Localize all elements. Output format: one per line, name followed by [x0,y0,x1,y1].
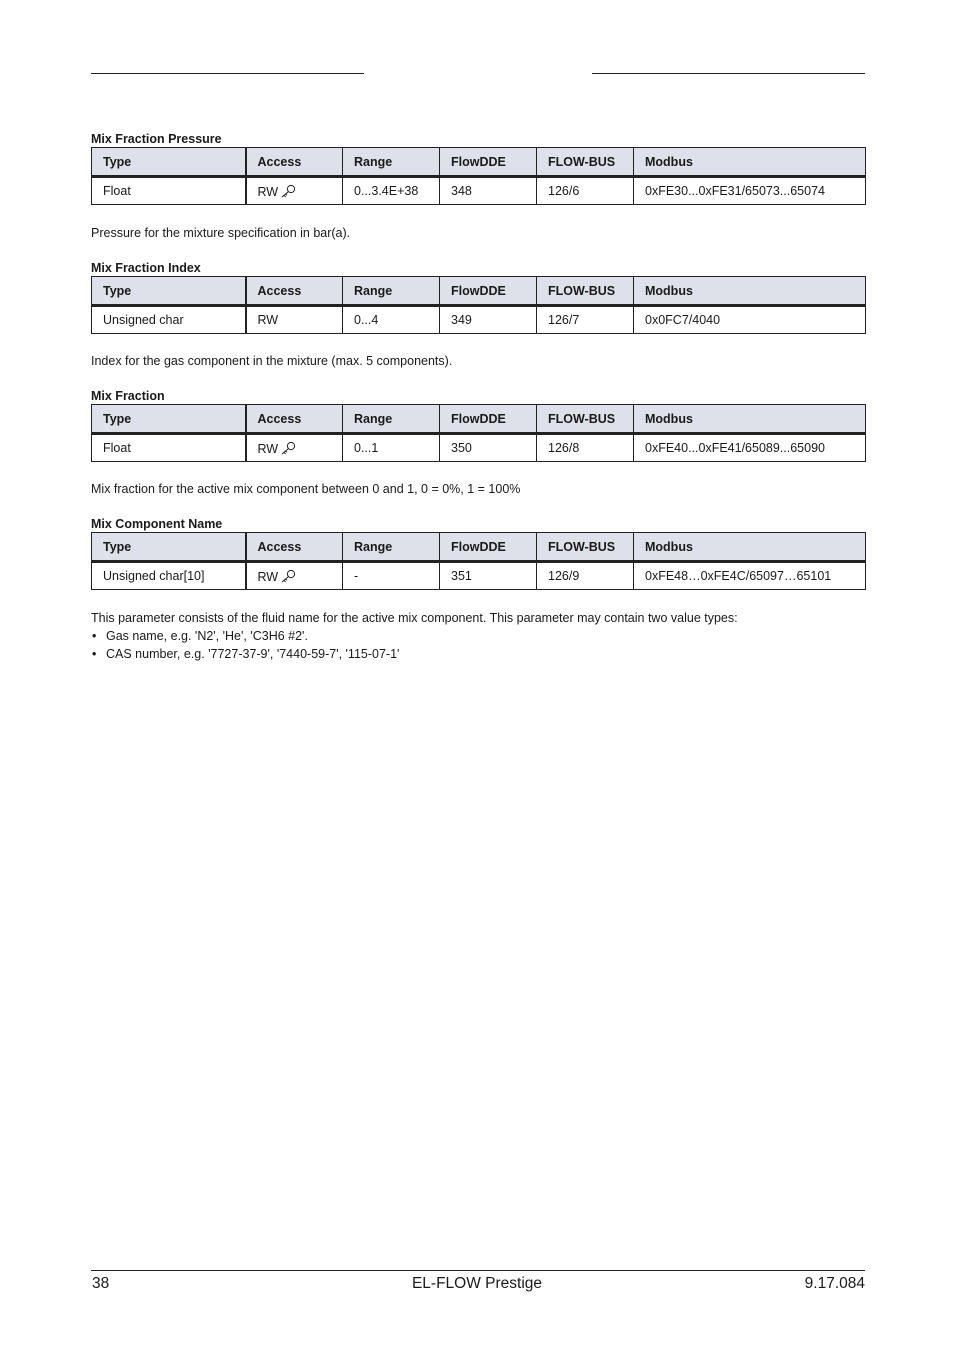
key-icon [280,441,296,455]
access-text: RW [257,569,279,584]
section-description: Index for the gas component in the mixture (max. 5 components). [91,354,453,368]
cell-flowbus: 126/8 [537,434,634,462]
cell-modbus: 0xFE30...0xFE31/65073...65074 [634,177,866,205]
cell-range: 0...1 [343,434,440,462]
col-modbus: Modbus [634,277,866,306]
col-range: Range [343,277,440,306]
parameter-table [91,147,866,205]
col-type: Type [92,277,246,306]
parameter-table [91,404,866,462]
col-type: Type [92,405,246,434]
parameter-table [91,276,866,334]
col-type: Type [92,533,246,562]
access-text: RW [257,313,279,327]
cell-type: Unsigned char[10] [92,562,246,590]
key-icon [280,569,296,583]
table-row [92,434,866,462]
cell-flowdde: 348 [440,177,537,205]
col-type: Type [92,148,246,177]
list-item: • CAS number, e.g. '7727-37-9', '7440-59-7', '115-07-1' [91,645,399,663]
cell-modbus: 0xFE40...0xFE41/65089...65090 [634,434,866,462]
access-text: RW [257,441,279,456]
table-row [92,306,866,334]
col-flowbus: FLOW-BUS [537,533,634,562]
cell-access [246,177,343,205]
section-description: This parameter consists of the fluid name for the active mix component. This parameter may contain two value types: [91,611,738,625]
page-number: 38 [92,1275,110,1292]
key-icon [280,184,296,198]
col-flowdde: FlowDDE [440,533,537,562]
table-header-row [92,405,866,434]
col-modbus: Modbus [634,405,866,434]
section-description: Pressure for the mixture specification in bar(a). [91,226,351,240]
value-type-list [91,627,399,663]
cell-type: Float [92,177,246,205]
cell-modbus: 0x0FC7/4040 [634,306,866,334]
table-header-row [92,277,866,306]
cell-range: 0...3.4E+38 [343,177,440,205]
section-description: Mix fraction for the active mix component between 0 and 1, 0 = 0%, 1 = 100% [91,482,521,496]
section-mix-fraction [91,388,865,462]
col-flowdde: FlowDDE [440,405,537,434]
list-item: • Gas name, e.g. 'N2', 'He', 'C3H6 #2'. [91,627,399,645]
header-rule-left [91,73,364,74]
cell-type: Unsigned char [92,306,246,334]
col-access: Access [246,277,343,306]
col-flowbus: FLOW-BUS [537,148,634,177]
col-access: Access [246,405,343,434]
col-flowbus: FLOW-BUS [537,405,634,434]
section-title: Mix Component Name [91,517,223,531]
col-flowdde: FlowDDE [440,277,537,306]
cell-flowdde: 351 [440,562,537,590]
col-range: Range [343,533,440,562]
cell-access [246,562,343,590]
cell-access [246,434,343,462]
cell-flowdde: 350 [440,434,537,462]
section-title: Mix Fraction [91,389,165,403]
cell-modbus: 0xFE48…0xFE4C/65097…65101 [634,562,866,590]
access-text: RW [257,184,279,199]
col-range: Range [343,148,440,177]
table-row [92,177,866,205]
header-rule-right [592,73,865,74]
cell-flowbus: 126/9 [537,562,634,590]
col-flowdde: FlowDDE [440,148,537,177]
col-access: Access [246,533,343,562]
product-name: EL-FLOW Prestige [411,1275,543,1292]
section-mix-fraction-pressure [91,131,865,205]
col-access: Access [246,148,343,177]
col-modbus: Modbus [634,148,866,177]
parameter-table [91,532,866,590]
col-modbus: Modbus [634,533,866,562]
cell-flowbus: 126/7 [537,306,634,334]
document-number: 9.17.084 [804,1275,865,1292]
cell-flowbus: 126/6 [537,177,634,205]
cell-flowdde: 349 [440,306,537,334]
section-title: Mix Fraction Pressure [91,132,222,146]
cell-range: - [343,562,440,590]
section-title: Mix Fraction Index [91,261,201,275]
cell-access [246,306,343,334]
section-mix-fraction-index [91,260,865,334]
table-row [92,562,866,590]
footer-rule [91,1270,865,1271]
cell-type: Float [92,434,246,462]
cell-range: 0...4 [343,306,440,334]
col-flowbus: FLOW-BUS [537,277,634,306]
table-header-row [92,148,866,177]
section-mix-component-name [91,516,865,590]
table-header-row [92,533,866,562]
col-range: Range [343,405,440,434]
